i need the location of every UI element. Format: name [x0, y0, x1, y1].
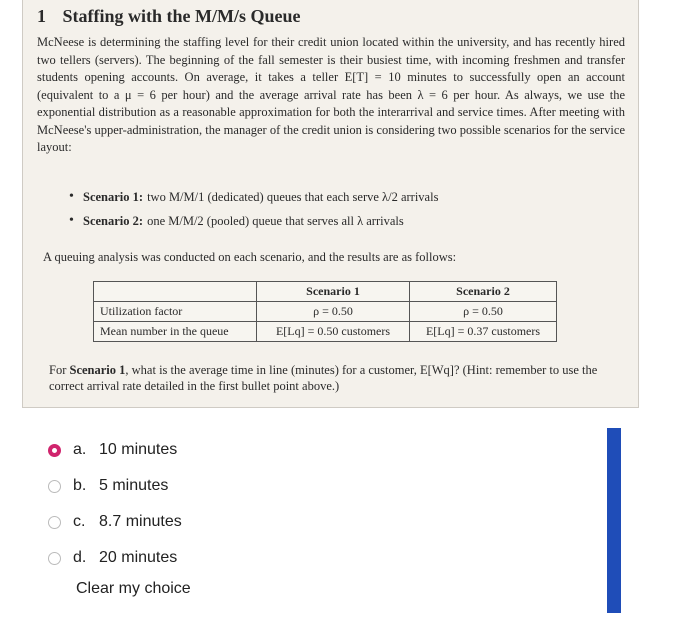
- section-title-text: Staffing with the M/M/s Queue: [62, 6, 301, 26]
- question-prompt: [49, 362, 621, 394]
- question-body: , what is the average time in line (minutes) for a customer, E[Wq]? (Hint: remember to use the correct arrival rate detailed in the first bullet point above.): [49, 363, 598, 393]
- option-letter: b.: [73, 477, 87, 494]
- results-table: [93, 281, 557, 342]
- radio-icon[interactable]: [48, 480, 61, 493]
- option-letter: c.: [73, 513, 86, 530]
- table-cell: E[Lq] = 0.50 customers: [257, 322, 410, 342]
- radio-icon[interactable]: [48, 552, 61, 565]
- bullet-icon: •: [69, 189, 74, 204]
- scenario-label: Scenario 1:: [83, 190, 144, 204]
- table-cell: E[Lq] = 0.37 customers: [410, 322, 557, 342]
- option-text: 5 minutes: [99, 477, 169, 494]
- answer-option-b[interactable]: [48, 468, 182, 504]
- question-text-image: [22, 0, 639, 408]
- section-number: 1: [37, 6, 46, 26]
- answer-option-a[interactable]: [48, 432, 182, 468]
- scenario-text: two M/M/1 (dedicated) queues that each serve λ/2 arrivals: [147, 190, 439, 204]
- radio-icon[interactable]: [48, 516, 61, 529]
- table-header: Scenario 1: [257, 282, 410, 302]
- table-cell: ρ = 0.50: [410, 302, 557, 322]
- table-cell: ρ = 0.50: [257, 302, 410, 322]
- section-title: [37, 6, 301, 27]
- radio-selected-icon[interactable]: [48, 444, 61, 457]
- bullet-icon: •: [69, 213, 74, 228]
- table-header: [94, 282, 257, 302]
- option-text: 10 minutes: [99, 441, 178, 458]
- option-letter: d.: [73, 549, 87, 566]
- side-navigation-bar[interactable]: [607, 428, 621, 613]
- table-header: Scenario 2: [410, 282, 557, 302]
- option-letter: a.: [73, 441, 87, 458]
- scenario-text: one M/M/2 (pooled) queue that serves all λ arrivals: [147, 214, 404, 228]
- scenario-label: Scenario 2:: [83, 214, 144, 228]
- table-row: [94, 302, 557, 322]
- table-cell: Mean number in the queue: [94, 322, 257, 342]
- answer-option-d[interactable]: [48, 540, 182, 576]
- answer-option-c[interactable]: [48, 504, 182, 540]
- option-text: 20 minutes: [99, 549, 178, 566]
- question-scenario: Scenario 1: [69, 363, 126, 377]
- answer-options: [48, 432, 182, 576]
- option-text: 8.7 minutes: [99, 513, 182, 530]
- question-prefix: For: [49, 363, 70, 377]
- scenario-item: [69, 190, 438, 214]
- table-cell: Utilization factor: [94, 302, 257, 322]
- table-header-row: [94, 282, 557, 302]
- analysis-intro: A queuing analysis was conducted on each scenario, and the results are as follows:: [43, 250, 457, 264]
- table-row: [94, 322, 557, 342]
- scenario-list: [69, 190, 438, 238]
- intro-paragraph: McNeese is determining the staffing level for their credit union located within the university, and has recently hired two tellers (servers). The beginning of the fall semester is their busiest time, with incoming freshmen and transfer students opening accounts. On average, it takes a teller E[T] = 10 minutes to successfully open an account (equivalent to a μ = 6 per hour) and the average arrival rate has been λ = 6 per hour. As always, we use the exponential distribution as a reasonable approximation for both the interarrival and service times. After meeting with McNeese's upper-administration, the manager of the credit union is considering two possible scenarios for the service layout:: [37, 35, 625, 154]
- clear-choice-link[interactable]: Clear my choice: [76, 580, 191, 597]
- scenario-item: [69, 214, 438, 238]
